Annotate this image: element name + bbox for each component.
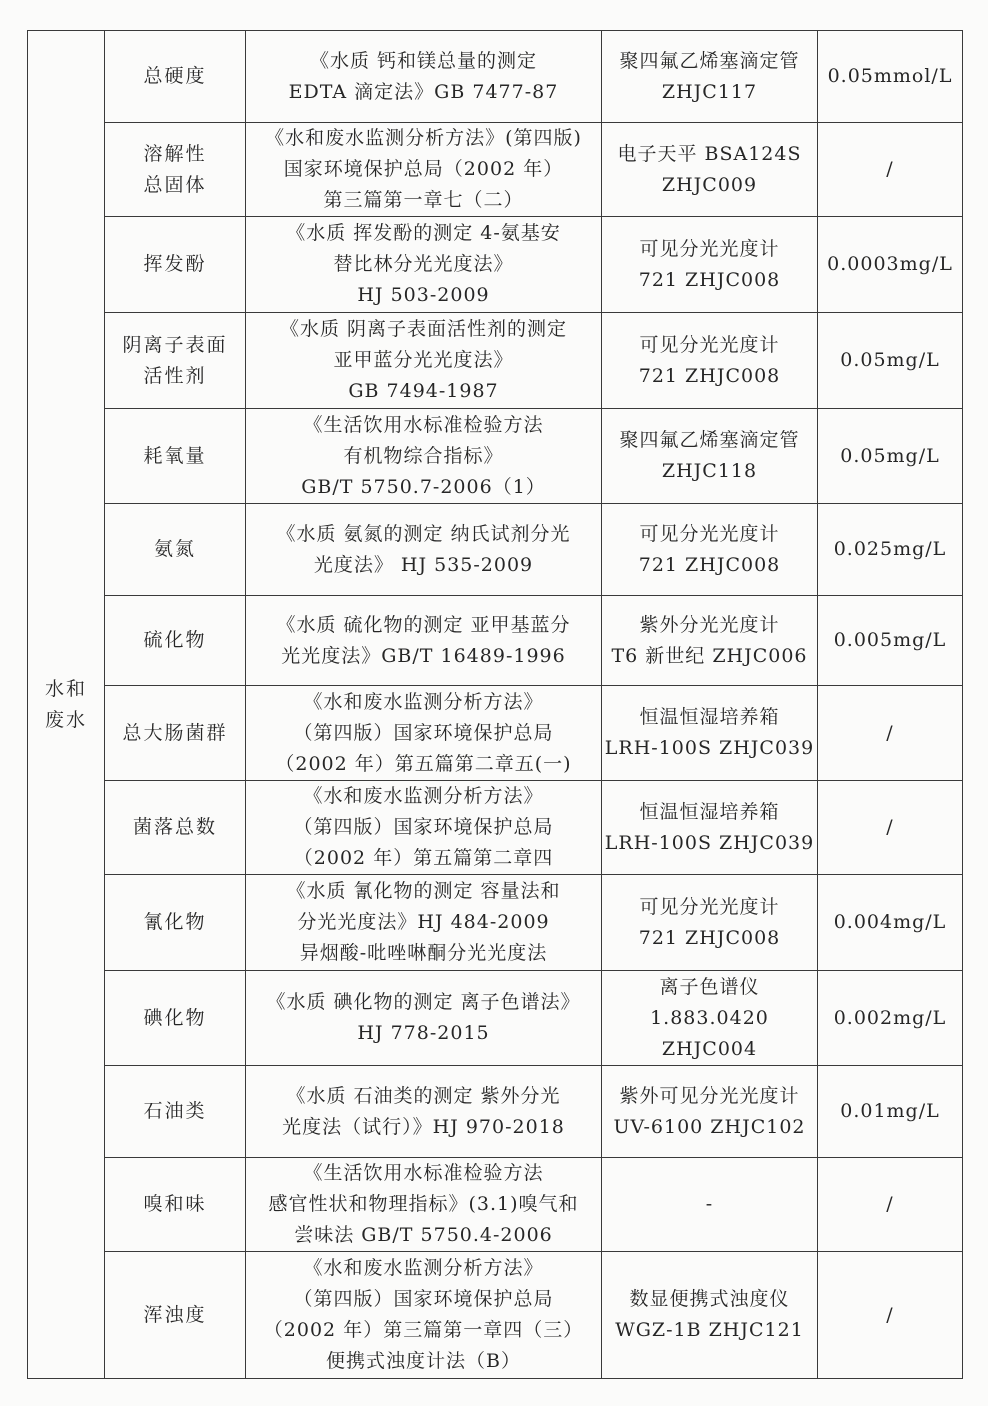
method-line: 感官性状和物理指标》(3.1)嗅气和 <box>268 1193 579 1215</box>
instrument-line: - <box>705 1193 714 1215</box>
item-line: 氰化物 <box>143 911 207 933</box>
method-line: （2002 年）第三篇第一章四（三） <box>263 1319 584 1341</box>
item-line: 挥发酚 <box>143 253 207 275</box>
item-cell <box>105 123 246 217</box>
instrument-line: 可见分光光度计 <box>639 333 780 356</box>
category-line: 废水 <box>44 708 87 731</box>
limit-cell <box>818 781 963 875</box>
method-cell <box>246 217 602 313</box>
instrument-cell <box>602 686 818 781</box>
method-line: 《水质 阴离子表面活性剂的测定 <box>279 318 568 340</box>
method-cell <box>246 1066 602 1158</box>
instrument-line: LRH-100S ZHJC039 <box>604 831 815 854</box>
item-cell <box>105 504 246 596</box>
method-line: 《水质 碘化物的测定 离子色谱法》 <box>266 991 581 1013</box>
instrument-cell <box>602 875 818 971</box>
instrument-line: WGZ-1B ZHJC121 <box>615 1319 804 1341</box>
instrument-line: 数显便携式浊度仪 <box>629 1288 790 1310</box>
limit-cell <box>818 409 963 504</box>
method-cell <box>246 504 602 596</box>
method-line: 光光度法》GB/T 16489-1996 <box>281 644 566 667</box>
method-line: 第三篇第一章七（二） <box>323 189 524 211</box>
limit-value: / <box>886 1193 894 1215</box>
method-line: 《水质 硫化物的测定 亚甲基蓝分 <box>276 613 571 636</box>
instrument-line: ZHJC118 <box>661 460 758 482</box>
method-line: GB 7494-1987 <box>348 380 499 402</box>
item-line: 溶解性 <box>143 142 207 165</box>
instrument-line: 可见分光光度计 <box>639 895 780 918</box>
method-line: 《水和废水监测分析方法》(第四版) <box>265 127 582 149</box>
item-line: 阴离子表面 <box>122 333 228 356</box>
instrument-line: 可见分光光度计 <box>639 237 780 260</box>
item-cell <box>105 409 246 504</box>
limit-cell <box>818 31 963 123</box>
method-cell <box>246 313 602 409</box>
instrument-cell <box>602 971 818 1066</box>
limit-cell <box>818 686 963 781</box>
method-line: 光度法（试行）》HJ 970-2018 <box>282 1115 565 1138</box>
test-method-table <box>27 30 963 1379</box>
item-cell <box>105 1252 246 1379</box>
instrument-line: 721 ZHJC008 <box>638 926 781 949</box>
method-line: 《水质 挥发酚的测定 4-氨基安 <box>286 222 561 244</box>
item-cell <box>105 596 246 686</box>
item-line: 氨氮 <box>153 538 196 560</box>
limit-value: / <box>886 158 894 180</box>
instrument-line: 721 ZHJC008 <box>638 553 781 576</box>
limit-value: / <box>886 1303 894 1326</box>
instrument-cell <box>602 409 818 504</box>
method-line: 光度法》 HJ 535-2009 <box>313 553 534 576</box>
limit-value: 0.05mg/L <box>840 444 940 467</box>
method-line: HJ 778-2015 <box>357 1022 490 1044</box>
method-line: 《水质 石油类的测定 紫外分光 <box>286 1084 561 1107</box>
limit-cell <box>818 971 963 1066</box>
limit-cell <box>818 596 963 686</box>
method-line: 分光光度法》HJ 484-2009 <box>297 911 550 933</box>
instrument-line: ZHJC004 <box>661 1037 758 1060</box>
instrument-line: 紫外分光光度计 <box>639 613 780 636</box>
limit-value: / <box>886 721 894 744</box>
item-line: 总大肠菌群 <box>122 721 228 744</box>
method-line: （第四版）国家环境保护总局 <box>293 816 554 838</box>
method-line: （2002 年）第五篇第二章四 <box>293 847 554 869</box>
limit-value: 0.05mg/L <box>840 349 940 371</box>
method-cell <box>246 596 602 686</box>
item-cell <box>105 686 246 781</box>
method-line: GB/T 5750.7-2006（1） <box>301 475 546 498</box>
method-line: （第四版）国家环境保护总局 <box>293 1288 554 1310</box>
limit-cell <box>818 1158 963 1252</box>
method-line: 尝味法 GB/T 5750.4-2006 <box>294 1224 553 1246</box>
item-cell <box>105 31 246 123</box>
instrument-line: 紫外可见分光光度计 <box>619 1084 800 1107</box>
item-cell <box>105 313 246 409</box>
method-cell <box>246 875 602 971</box>
item-line: 碘化物 <box>143 1006 207 1029</box>
method-line: 《水和废水监测分析方法》 <box>303 690 544 713</box>
method-cell <box>246 409 602 504</box>
limit-value: 0.0003mg/L <box>827 253 953 275</box>
item-cell <box>105 781 246 875</box>
instrument-line: 可见分光光度计 <box>639 522 780 545</box>
limit-value: 0.01mg/L <box>840 1100 940 1122</box>
instrument-cell <box>602 1066 818 1158</box>
method-cell <box>246 1158 602 1252</box>
method-cell <box>246 31 602 123</box>
limit-cell <box>818 1252 963 1379</box>
instrument-cell <box>602 781 818 875</box>
item-line: 总硬度 <box>143 65 207 87</box>
instrument-line: 721 ZHJC008 <box>638 364 781 387</box>
item-line: 浑浊度 <box>143 1303 207 1326</box>
method-line: 《生活饮用水标准检验方法 <box>303 1162 544 1184</box>
limit-cell <box>818 1066 963 1158</box>
item-cell <box>105 217 246 313</box>
limit-value: 0.05mmol/L <box>827 65 953 87</box>
instrument-line: UV-6100 ZHJC102 <box>613 1115 806 1138</box>
instrument-cell <box>602 217 818 313</box>
method-line: 《水质 氨氮的测定 纳氏试剂分光 <box>276 522 571 545</box>
item-line: 活性剂 <box>143 364 207 387</box>
instrument-line: 恒温恒湿培养箱 <box>639 800 780 823</box>
item-cell <box>105 875 246 971</box>
method-cell <box>246 971 602 1066</box>
limit-cell <box>818 123 963 217</box>
limit-value: / <box>886 816 894 838</box>
limit-value: 0.005mg/L <box>833 629 947 651</box>
method-line: 国家环境保护总局（2002 年） <box>283 158 564 180</box>
instrument-cell <box>602 1158 818 1252</box>
instrument-line: 1.883.0420 <box>650 1006 769 1029</box>
category-cell <box>28 31 105 1379</box>
method-line: 替比林分光光度法》 <box>333 253 514 275</box>
limit-cell <box>818 217 963 313</box>
instrument-line: T6 新世纪 ZHJC006 <box>611 644 808 667</box>
method-cell <box>246 1252 602 1379</box>
item-cell <box>105 1158 246 1252</box>
limit-cell <box>818 313 963 409</box>
method-cell <box>246 781 602 875</box>
method-line: （第四版）国家环境保护总局 <box>293 721 554 744</box>
method-line: EDTA 滴定法》GB 7477-87 <box>288 80 559 103</box>
method-line: 《水质 钙和镁总量的测定 <box>309 49 538 72</box>
limit-value: 0.025mg/L <box>833 538 947 560</box>
method-line: 《水质 氰化物的测定 容量法和 <box>286 880 561 902</box>
instrument-line: ZHJC009 <box>661 173 758 196</box>
item-line: 嗅和味 <box>143 1193 207 1215</box>
instrument-line: 721 ZHJC008 <box>638 268 781 291</box>
item-line: 耗氧量 <box>143 444 207 467</box>
instrument-cell <box>602 313 818 409</box>
method-line: （2002 年）第五篇第二章五(一) <box>275 752 572 775</box>
item-line: 总固体 <box>143 173 207 196</box>
instrument-line: 离子色谱仪 <box>659 975 760 998</box>
method-line: 《水和废水监测分析方法》 <box>303 785 544 807</box>
item-cell <box>105 971 246 1066</box>
category-line: 水和 <box>44 677 87 700</box>
method-line: HJ 503-2009 <box>357 284 490 306</box>
instrument-cell <box>602 31 818 123</box>
method-line: 《生活饮用水标准检验方法 <box>303 413 544 436</box>
instrument-line: 电子天平 BSA124S <box>617 142 802 165</box>
instrument-line: 聚四氟乙烯塞滴定管 <box>619 429 800 451</box>
method-line: 便携式浊度计法（B） <box>326 1350 521 1372</box>
method-cell <box>246 686 602 781</box>
instrument-cell <box>602 1252 818 1379</box>
limit-value: 0.002mg/L <box>833 1006 947 1029</box>
limit-cell <box>818 875 963 971</box>
instrument-line: 聚四氟乙烯塞滴定管 <box>619 49 800 72</box>
method-line: 《水和废水监测分析方法》 <box>303 1257 544 1279</box>
instrument-cell <box>602 123 818 217</box>
instrument-cell <box>602 596 818 686</box>
method-cell <box>246 123 602 217</box>
item-line: 菌落总数 <box>132 816 217 838</box>
method-line: 异烟酸-吡唑啉酮分光光度法 <box>299 942 548 964</box>
item-line: 石油类 <box>143 1100 207 1122</box>
instrument-line: 恒温恒湿培养箱 <box>639 706 780 728</box>
instrument-cell <box>602 504 818 596</box>
instrument-line: ZHJC117 <box>661 80 758 103</box>
limit-value: 0.004mg/L <box>833 911 947 933</box>
item-line: 硫化物 <box>143 629 207 651</box>
item-cell <box>105 1066 246 1158</box>
instrument-line: LRH-100S ZHJC039 <box>604 737 815 759</box>
method-line: 亚甲蓝分光光度法》 <box>333 349 514 371</box>
limit-cell <box>818 504 963 596</box>
method-line: 有机物综合指标》 <box>343 444 504 467</box>
